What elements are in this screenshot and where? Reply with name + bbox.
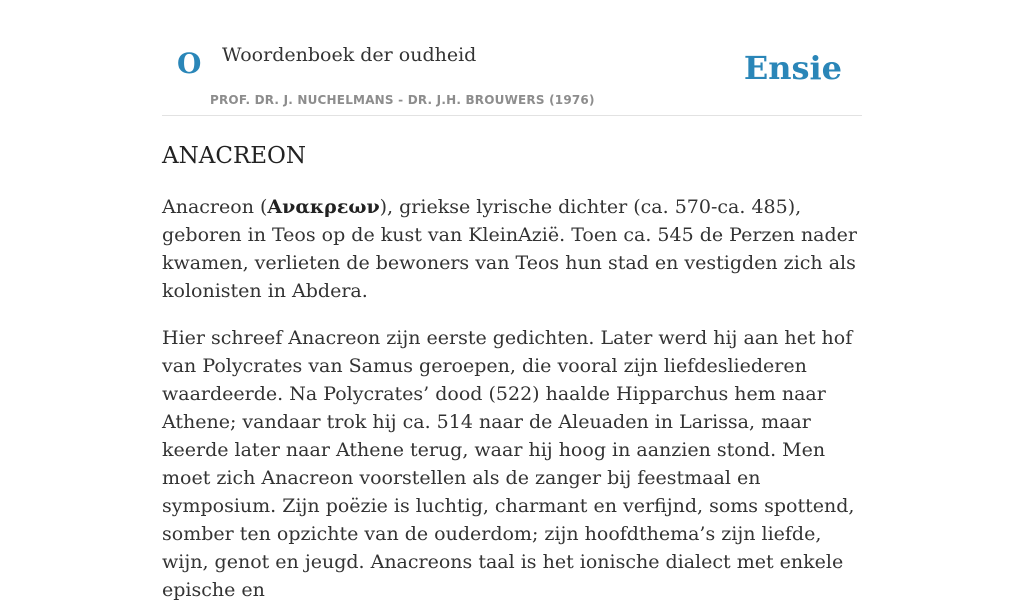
page: [162, 0, 862, 604]
entry-paragraph-2: Hier schreef Anacreon zijn eerste gedichten. Later werd hij aan het hof van Polycrates van Samus geroepen, die vooral zijn liefdesliederen waardeerde. Na Polycrates’ dood (522) haalde Hipparchus hem naar Athene; vandaar trok hij ca. 514 naar de Aleuaden in Larissa, maar keerde later naar Athene terug, waar hij hoog in aanzien stond. Men moet zich Anacreon voorstellen als de zanger bij feestmaal en symposium. Zijn poëzie is luchtig, charmant en verfijnd, soms spottend, somber ten opzichte van de ouderdom; zijn hoofdthema’s zijn liefde, wijn, genot en jeugd. Anacreons taal is het ionische dialect met enkele epische en: [162, 327, 855, 601]
book-authors: PROF. DR. J. NUCHELMANS - DR. J.H. BROUWERS (1976): [210, 93, 595, 107]
paragraph-text-after: ), griekse lyrische dichter (ca. 570-ca. 485), geboren in Teos op de kust van KleinAzië. Toen ca. 545 de Perzen nader kwamen, verlieten de bewoners van Teos hun stad en vestigden zich als kolonisten in Abdera.: [162, 196, 857, 302]
book-title-link[interactable]: Woordenboek der oudheid: [222, 44, 477, 66]
header: [162, 0, 862, 116]
entry-content: [162, 193, 862, 604]
greek-name: Ανακρεων: [267, 196, 380, 218]
entry-title: ANACREON: [162, 143, 307, 169]
letter-index-link[interactable]: O: [177, 47, 202, 80]
entry-paragraph-1: [162, 193, 862, 305]
ensie-logo-link[interactable]: Ensie: [743, 49, 842, 87]
paragraph-text-before: Anacreon (: [162, 196, 268, 218]
